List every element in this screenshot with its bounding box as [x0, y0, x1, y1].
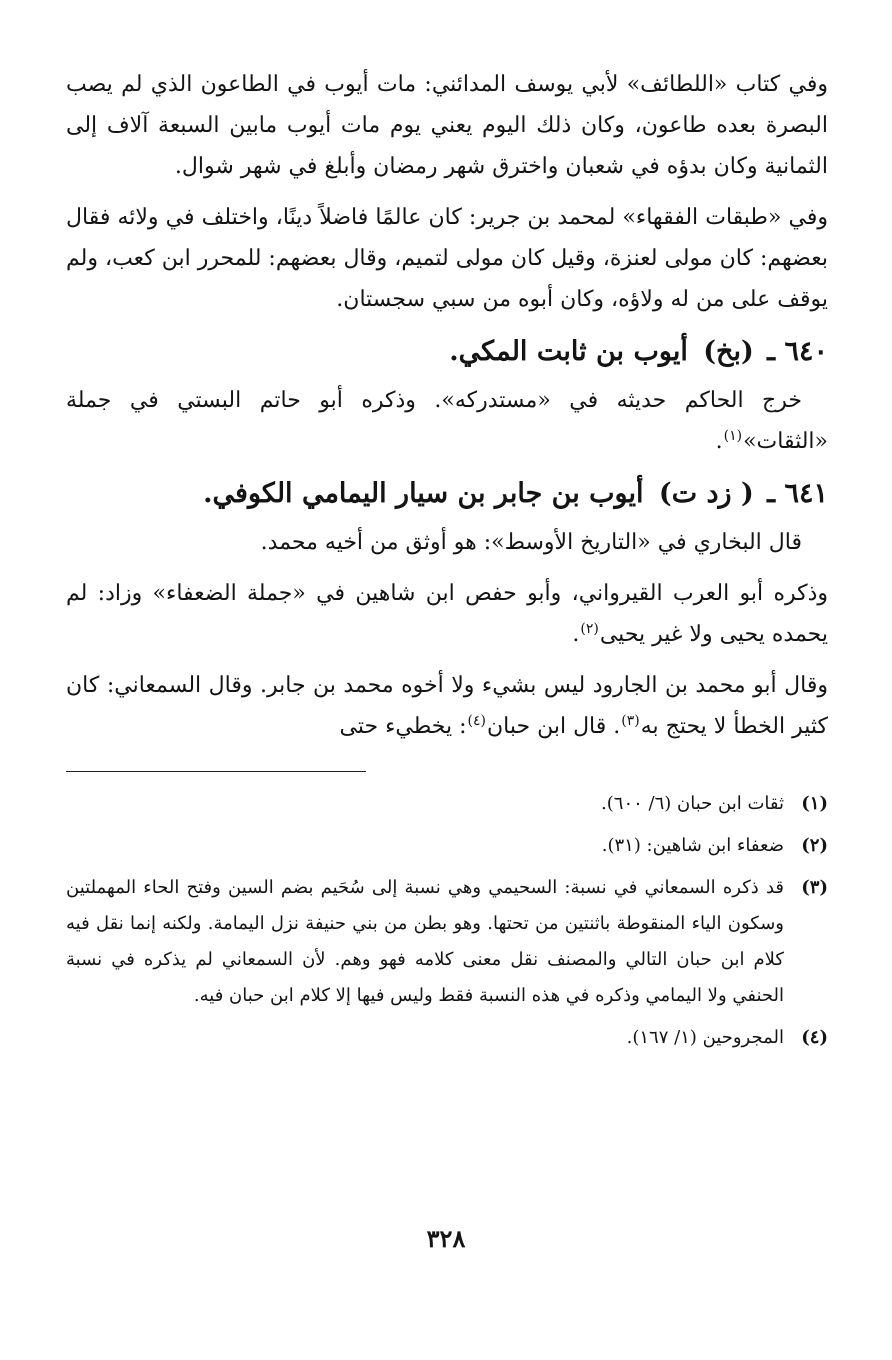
entry-640-body: خرج الحاكم حديثه في «مستدركه». وذكره أبو حاتم البستي في جملة «الثقات» [66, 388, 828, 454]
entry-number: ٦٤٠ ـ [767, 336, 828, 367]
footnote-text: ضعفاء ابن شاهين: (٣١). [601, 835, 784, 856]
footnotes [66, 786, 828, 1056]
entry-640-heading [66, 330, 828, 374]
footnote-text: قد ذكره السمعاني في نسبة: السحيمي وهي نسبة إلى سُحَيم بضم السين وفتح الحاء المهملتين وسكون الياء المنقوطة باثنتين من تحتها. وهو بطن من بني حنيفة نزل اليمامة. ولكنه إنما نقل فيه كلام ابن حبان التالي والمصنف نقل معنى كلامه فهو وهم. لأن السمعاني لم يذكره في نسبة الحنفي ولا اليمامي وذكره في هذه النسبة فقط وليس فيها إلا كلام ابن حبان فيه. [66, 877, 784, 1006]
paragraph-lataif: وفي كتاب «اللطائف» لأبي يوسف المدائني: مات أيوب في الطاعون الذي لم يصب البصرة بعده طاعون، وكان ذلك اليوم يعني يوم مات أيوب مابين السبعة آلاف إلى الثمانية وكان بدؤه في شعبان واخترق شهر رمضان وأبلغ في شهر شوال. [66, 72, 828, 179]
entry-name: أيوب بن جابر بن سيار اليمامي الكوفي. [203, 478, 644, 509]
entry-641-jarud-c: : يخطيء حتى [339, 714, 467, 739]
footnote-divider [66, 771, 366, 772]
footnote-number: (٢) [801, 835, 828, 856]
entry-641-jarud [66, 665, 828, 747]
entry-641-jarud-a: وقال أبو محمد بن الجارود ليس بشيء ولا أخوه محمد بن جابر. وقال السمعاني: كان كثير الخطأ لا يحتج به [66, 673, 828, 739]
footnote-text: ثقات ابن حبان (٦/ ٦٠٠). [601, 793, 784, 814]
footnote-2 [66, 828, 828, 864]
footnote-ref-3[interactable]: (٣) [621, 712, 640, 729]
footnote-text: المجروحين (١/ ١٦٧). [626, 1027, 784, 1048]
footnote-ref-1[interactable]: (١) [723, 427, 743, 444]
footnote-ref-4[interactable]: (٤) [467, 712, 486, 729]
entry-641-jarud-b: . قال ابن حبان [487, 714, 621, 739]
footnote-1 [66, 786, 828, 822]
page-number: ٣٢٨ [426, 1224, 466, 1253]
entry-641-heading [66, 472, 828, 516]
footnote-number: (١) [801, 793, 828, 814]
entry-code: (بخ) [703, 336, 754, 367]
footnote-3 [66, 870, 828, 1014]
entry-640-text [66, 380, 828, 462]
entry-641-dhikr-body: وذكره أبو العرب القيرواني، وأبو حفص ابن شاهين في «جملة الضعفاء» وزاد: لم يحمده يحيى ولا غير يحيى [66, 581, 828, 647]
entry-641-dhikr-end: . [572, 622, 580, 647]
paragraph-tabaqat: وفي «طبقات الفقهاء» لمحمد بن جرير: كان عالمًا فاضلاً دينًا، واختلف في ولائه فقال بعضهم: كان مولى لعنزة، وقيل كان مولى لتميم، وقال بعضهم: للمحرر ابن كعب، ولم يوقف على من له ولاؤه، وكان أبوه من سبي سجستان. [66, 205, 828, 312]
footnote-ref-2[interactable]: (٢) [580, 620, 599, 637]
entry-641-bukhari: قال البخاري في «التاريخ الأوسط»: هو أوثق من أخيه محمد. [260, 530, 802, 555]
footnote-number: (٤) [801, 1027, 828, 1048]
entry-640-end: . [715, 429, 723, 454]
entry-number: ٦٤١ ـ [767, 478, 828, 509]
entry-code: ( زد ت) [658, 478, 754, 509]
entry-name: أيوب بن ثابت المكي. [449, 336, 688, 367]
footnote-4 [66, 1020, 828, 1056]
footnote-number: (٣) [801, 877, 828, 898]
entry-641-dhikr [66, 573, 828, 655]
book-page [66, 64, 828, 1314]
